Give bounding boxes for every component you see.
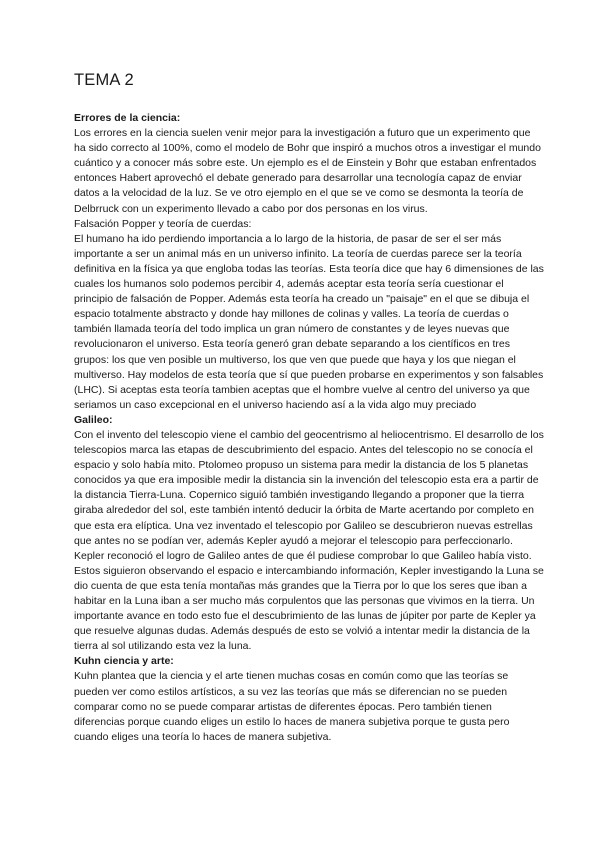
section-text-errores: Los errores en la ciencia suelen venir mejor para la investigación a futuro que un experimento que ha sido correcto al 100%, como el modelo de Bohr que inspiró a muchos otros a investigar el mundo cuántico y a conocer más sobre este. Un ejemplo es el de Einstein y Bohr que estaban enfrentados entonces Habert aprovechó el debate generado para desarrollar una tecnología capaz de enviar datos a la velocidad de la luz. Se ve otro ejemplo en el que se ve como se desmonta la teoría de Delbrruck con un experimento llevado a cabo por dos personas en los virus. <box>74 127 541 215</box>
section-heading-kuhn: Kuhn ciencia y arte: <box>74 655 174 668</box>
section-heading-popper: Falsación Popper y teoría de cuerdas: <box>74 217 252 230</box>
document-title: TEMA 2 <box>74 71 134 89</box>
section-text-galileo: Con el invento del telescopio viene el cambio del geocentrismo al heliocentrismo. El desarrollo de los telescopios marca las etapas de descubrimiento del espacio. Antes del telescopio no se conocía el espacio y solo había mito. Ptolomeo propuso un sistema para medir la distancia de los 5 planetas conocidos ya que era imposible medir la distancia sin la invención del telescopio esta era a partir de la distancia Tierra-Luna. Copernico siguió también investigando llegando a proponer que la tierra giraba alrededor del sol, este también intentó deducir la órbita de Marte acertando por completo en que esta era elíptica. Una vez inventado el telescopio por Galileo se descubrieron nuevas estrellas que antes no se podían ver, además Kepler ayudó a mejorar el telescopio para perfeccionarlo. Kepler reconoció el logro de Galileo antes de que él pudiese comprobar lo que Galileo había visto. Estos siguieron observando el espacio e intercambiando información, Kepler investigando la Luna se dio cuenta de que esta tenía montañas más grandes que la Tierra por lo que los seres que iban a habitar en la Luna iban a ser mucho más corpulentos que las personas que vivimos en la tierra. Un importante avance en todo esto fue el descubrimiento de las lunas de júpiter por parte de Kepler ya que resuelve algunas dudas. Además después de esto se volvió a intentar medir la distancia de la tierra al sol utilizando esta vez la luna. <box>74 428 544 653</box>
section-text-kuhn: Kuhn plantea que la ciencia y el arte tienen muchas cosas en común como que las teorías se pueden ver como estilos artísticos, a su vez las teorías que más se diferencian no se pueden comparar como no se puede comparar artistas de diferentes épocas. Pero también tienen diferencias porque cuando eliges un estilo lo haces de manera subjetiva porque te gusta pero cuando eliges una teoría lo haces de manera subjetiva. <box>74 670 510 743</box>
document-body <box>74 70 544 745</box>
section-heading-galileo: Galileo: <box>74 413 113 426</box>
section-text-popper: El humano ha ido perdiendo importancia a lo largo de la historia, de pasar de ser el ser más importante a ser un animal más en un universo infinito. La teoría de cuerdas parece ser la teoría definitiva en la física ya que engloba todas las teorías. Esta teoría dice que hay 6 dimensiones de las cuales los humanos solo podemos percibir 4, además aceptar esta teoría sería cuestionar el principio de falsación de Popper. Además esta teoría ha creado un "paisaje" en el que se dibuja el espacio totalmente abstracto y donde hay millones de colinas y valles. La teoría de cuerdas o también llamada teoría del todo implica un gran número de constantes y de leyes nuevas que revolucionaron el universo. Esta teoría generó gran debate separando a los científicos en tres grupos: los que ven posible un multiverso, los que ven que puede que haya y los que niegan el multiverso. Hay modelos de esta teoría que sí que pueden probarse en experimentos y son falsables (LHC). Si aceptas esta teoría tambien aceptas que el hombre vuelve al centro del universo ya que seriamos un caso excepcional en el universo haciendo así a la vida algo muy preciado <box>74 232 544 411</box>
section-heading-errores: Errores de la ciencia: <box>74 112 181 124</box>
